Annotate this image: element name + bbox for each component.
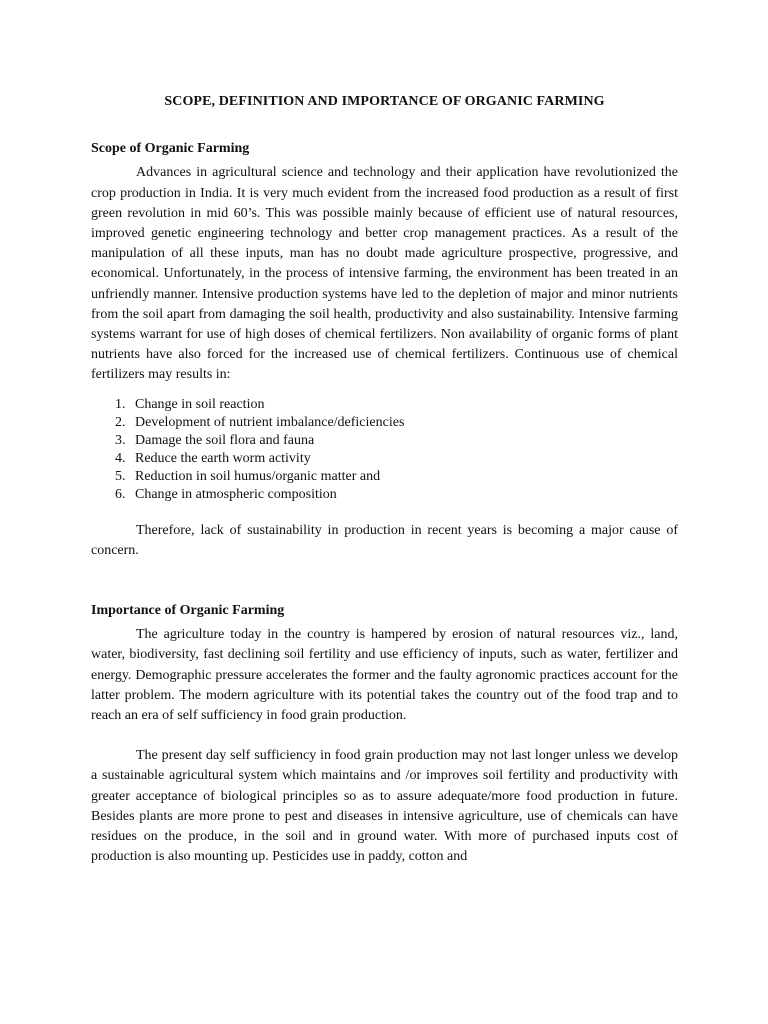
list-item-number: 6. xyxy=(115,486,126,502)
list-item-number: 1. xyxy=(115,396,126,412)
effects-list xyxy=(91,396,678,504)
section-heading-importance: Importance of Organic Farming xyxy=(91,603,285,619)
list-item-text: Reduce the earth worm activity xyxy=(135,450,311,466)
list-item-text: Change in atmospheric composition xyxy=(135,486,337,502)
list-item-number: 2. xyxy=(115,414,126,430)
scope-paragraph-1: Advances in agricultural science and technology and their application have revolutionized the crop production in India. It is very much evident from the increased food production as a result of first green revolution in mid 60’s. This was possible mainly because of efficient use of natural resources, improved genetic engineering technology and better crop management practices. As a result of the manipulation of all these inputs, man has no doubt made agriculture prospective, progressive, and economical. Unfortunately, in the process of intensive farming, the environment has been treated in an unfriendly manner. Intensive production systems have led to the depletion of major and minor nutrients from the soil apart from damaging the soil health, productivity and also sustainability. Intensive farming systems warrant for use of high doses of chemical fertilizers. Non availability of organic forms of plant nutrients have also forced for the increased use of chemical fertilizers. Continuous use of chemical fertilizers may results in: xyxy=(91,165,678,383)
section-heading-scope: Scope of Organic Farming xyxy=(91,141,250,157)
list-item-text: Damage the soil flora and fauna xyxy=(135,432,315,448)
importance-paragraph-1: The agriculture today in the country is hampered by erosion of natural resources viz., land, water, biodiversity, fast declining soil fertility and use efficiency of inputs, such as water, fertilizer and energy. Demographic pressure accelerates the former and the faulty agronomic practices account for the latter problem. The modern agriculture with its potential takes the country out of the food trap and to reach an era of self sufficiency in food grain production. xyxy=(91,627,678,724)
list-item-number: 5. xyxy=(115,468,126,484)
list-item-text: Reduction in soil humus/organic matter and xyxy=(135,468,381,484)
list-item xyxy=(115,414,678,432)
list-item xyxy=(115,396,678,414)
importance-paragraph-2: The present day self sufficiency in food grain production may not last longer unless we develop a sustainable agricultural system which maintains and /or improves soil fertility and productivity with greater acceptance of biological principles so as to assure adequate/more food production in future. Besides plants are more prone to pest and diseases in intensive agriculture, use of chemicals can have residues on the produce, in the soil and in ground water. With more of purchased inputs cost of production is also mounting up. Pesticides use in paddy, cotton and xyxy=(91,748,678,865)
document-page xyxy=(91,92,678,867)
list-item-number: 3. xyxy=(115,432,126,448)
scope-paragraph-2: Therefore, lack of sustainability in production in recent years is becoming a major cause of concern. xyxy=(91,522,678,558)
list-item-number: 4. xyxy=(115,450,126,466)
section-spacer xyxy=(91,561,678,601)
list-item xyxy=(115,486,678,504)
list-item-text: Change in soil reaction xyxy=(135,396,265,412)
list-item-text: Development of nutrient imbalance/deficiencies xyxy=(135,414,405,430)
document-title: SCOPE, DEFINITION AND IMPORTANCE OF ORGANIC FARMING xyxy=(164,94,605,109)
list-item xyxy=(115,450,678,468)
paragraph-spacer xyxy=(91,726,678,746)
list-item xyxy=(115,468,678,486)
list-item xyxy=(115,432,678,450)
